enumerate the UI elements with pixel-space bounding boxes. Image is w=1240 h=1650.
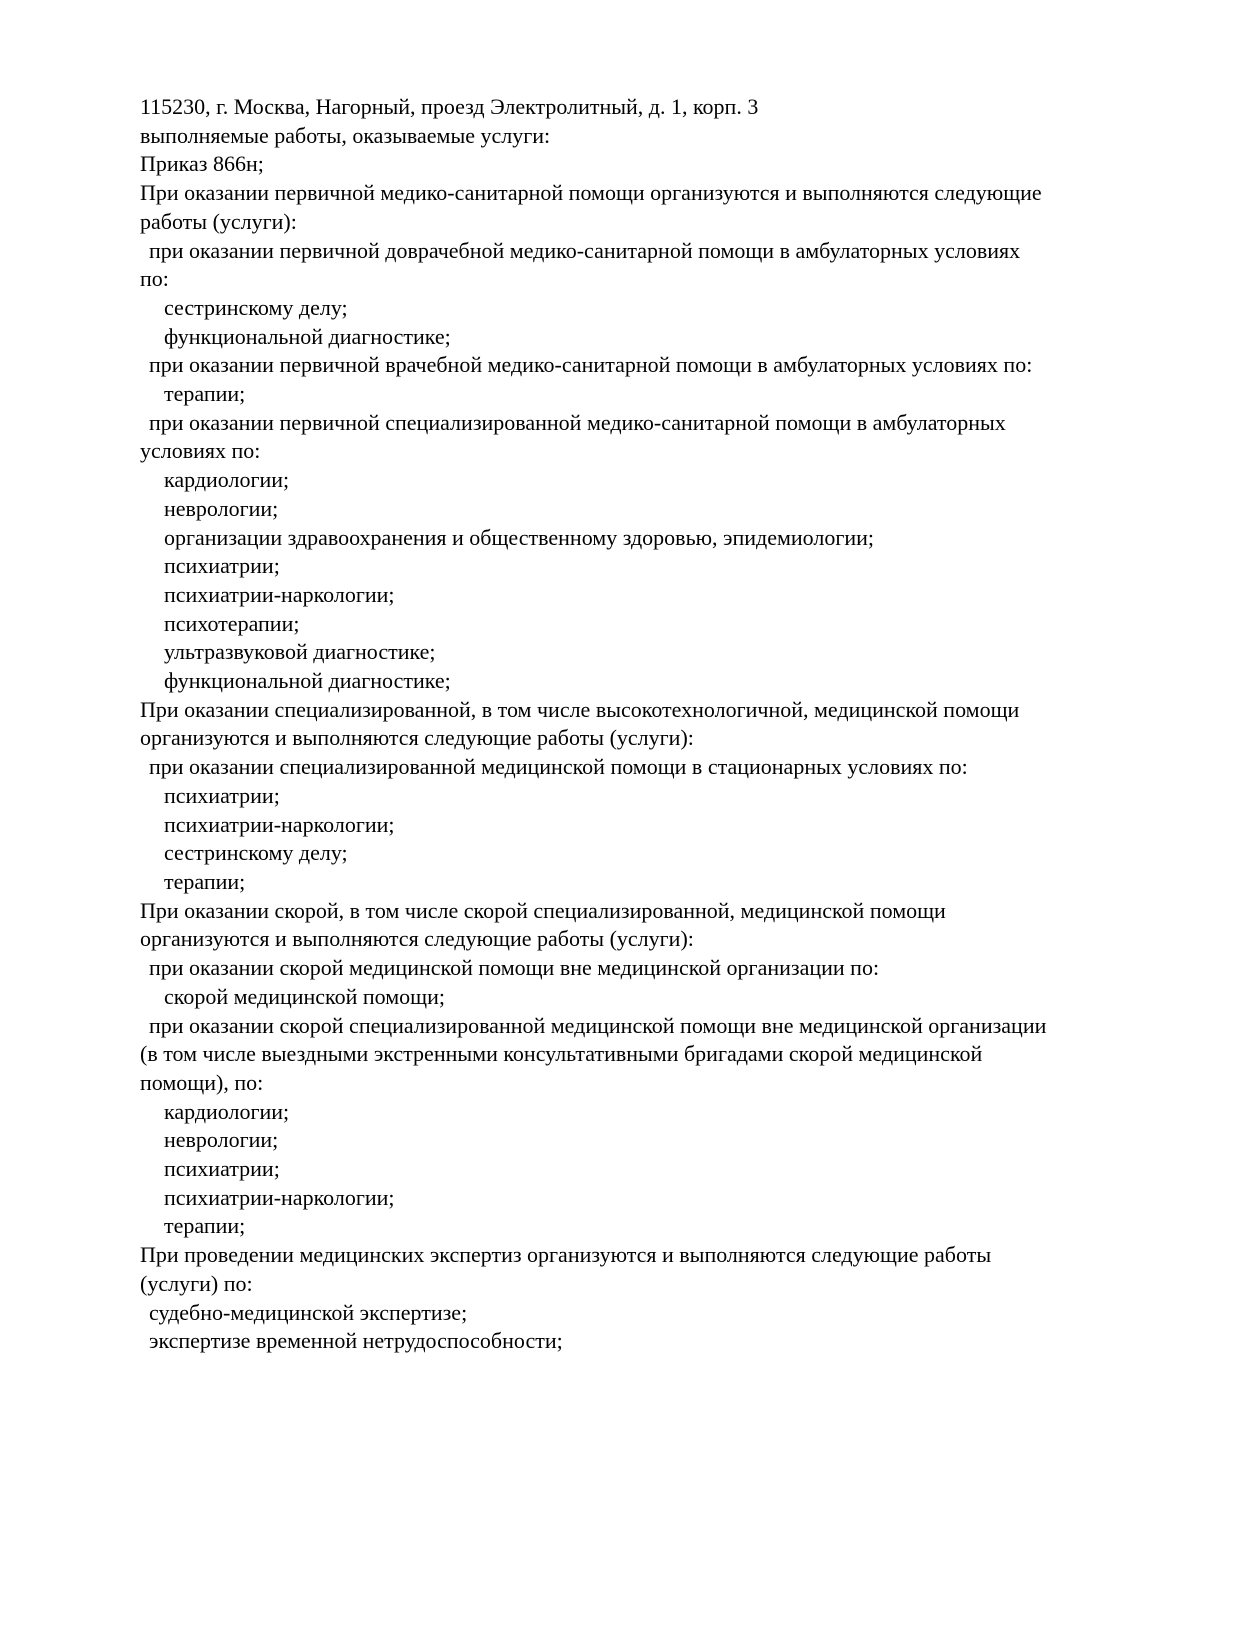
text-line: скорой медицинской помощи; [164, 983, 446, 1009]
text-line: (в том числе выездными экстренными консультативными бригадами скорой медицинской [140, 1041, 983, 1067]
text-line: при оказании скорой медицинской помощи вне медицинской организации по: [149, 955, 880, 981]
text-line: терапии; [164, 868, 246, 894]
text-line: психотерапии; [164, 610, 300, 636]
text-line: психиатрии; [164, 553, 280, 579]
text-line: психиатрии-наркологии; [164, 811, 395, 837]
text-line: при оказании первичной врачебной медико-санитарной помощи в амбулаторных условиях по: [149, 352, 1033, 378]
text-line: судебно-медицинской экспертизе; [149, 1299, 468, 1325]
text-line: терапии; [164, 381, 246, 407]
text-line: при оказании первичной доврачебной медико-санитарной помощи в амбулаторных условиях [149, 237, 1021, 263]
text-line: психиатрии-наркологии; [164, 1184, 395, 1210]
text-line: При оказании скорой, в том числе скорой специализированной, медицинской помощи [140, 897, 946, 923]
text-line: сестринскому делу; [164, 294, 348, 320]
text-line: организуются и выполняются следующие работы (услуги): [140, 725, 694, 751]
text-line: психиатрии-наркологии; [164, 581, 395, 607]
text-line: работы (услуги): [140, 208, 297, 234]
text-line: при оказании скорой специализированной медицинской помощи вне медицинской организации [149, 1012, 1047, 1038]
text-line: (услуги) по: [140, 1270, 253, 1296]
text-line: Приказ 866н; [140, 151, 264, 177]
text-line: экспертизе временной нетрудоспособности; [149, 1328, 563, 1354]
text-line: функциональной диагностике; [164, 323, 451, 349]
text-line: по: [140, 266, 169, 292]
text-line: ультразвуковой диагностике; [164, 639, 436, 665]
text-line: При оказании первичной медико-санитарной помощи организуются и выполняются следующие [140, 180, 1042, 206]
text-line: организуются и выполняются следующие работы (услуги): [140, 926, 694, 952]
text-line: неврологии; [164, 495, 279, 521]
text-line: неврологии; [164, 1127, 279, 1153]
text-line: функциональной диагностике; [164, 668, 451, 694]
text-line: условиях по: [140, 438, 261, 464]
text-line: при оказании специализированной медицинской помощи в стационарных условиях по: [149, 754, 968, 780]
text-line: сестринскому делу; [164, 840, 348, 866]
text-line: помощи), по: [140, 1069, 264, 1095]
text-line: кардиологии; [164, 1098, 290, 1124]
text-line: при оказании первичной специализированной медико-санитарной помощи в амбулаторных [149, 409, 1006, 435]
text-line: психиатрии; [164, 782, 280, 808]
text-line: 115230, г. Москва, Нагорный, проезд Электролитный, д. 1, корп. 3 [140, 94, 759, 119]
text-line: организации здравоохранения и общественному здоровью, эпидемиологии; [164, 524, 875, 550]
text-line: терапии; [164, 1213, 246, 1239]
text-line: При оказании специализированной, в том числе высокотехнологичной, медицинской помощи [140, 696, 1020, 722]
text-line: психиатрии; [164, 1156, 280, 1182]
text-line: При проведении медицинских экспертиз организуются и выполняются следующие работы [140, 1242, 992, 1268]
text-line: выполняемые работы, оказываемые услуги: [140, 122, 551, 148]
text-line: кардиологии; [164, 467, 290, 493]
